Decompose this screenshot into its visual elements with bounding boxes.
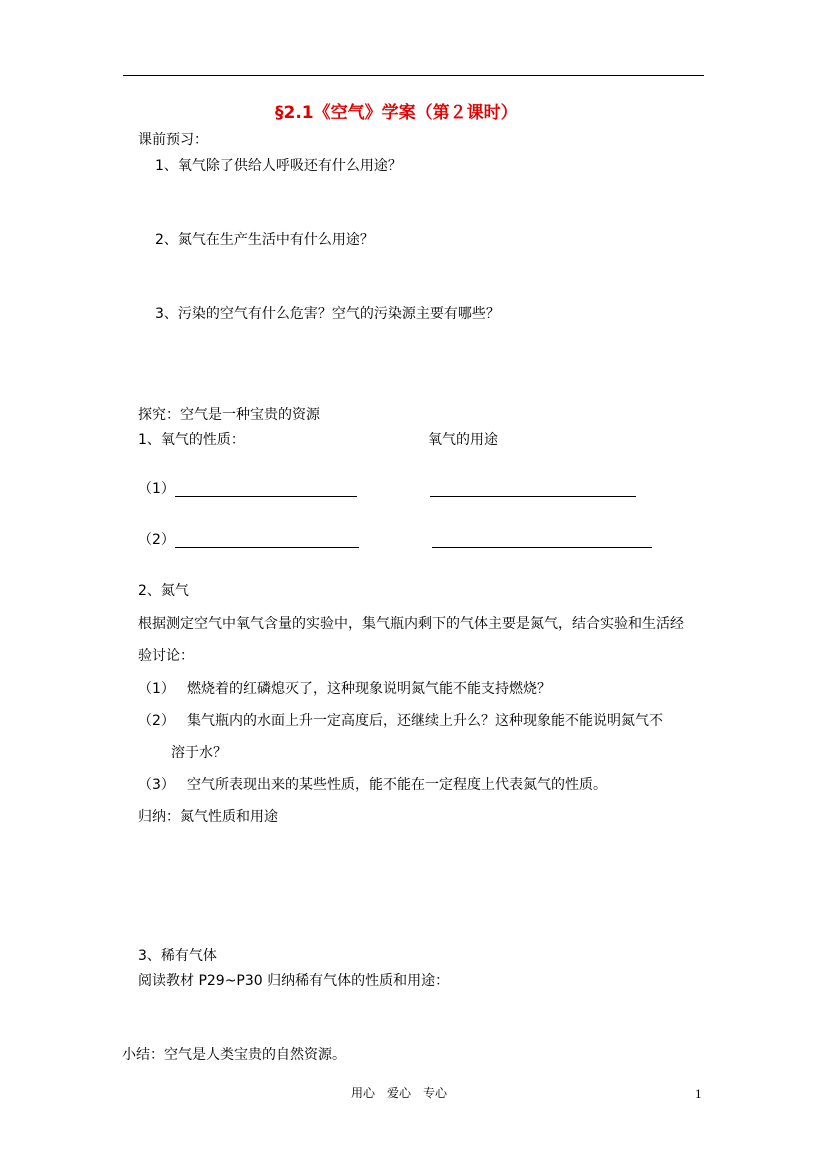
nitrogen-heading: 2、氮气	[138, 583, 189, 599]
nitrogen-summary: 归纳：氮气性质和用途	[138, 809, 278, 825]
header-rule	[123, 75, 704, 76]
discussion-item-1-text: 燃烧着的红磷熄灭了，这种现象说明氮气能不能支持燃烧？	[187, 681, 551, 697]
blank-label-2: （2）	[138, 532, 175, 548]
oxygen-uses-label: 氧气的用途	[428, 432, 498, 448]
rare-gas-heading: 3、稀有气体	[138, 948, 217, 964]
discussion-item-3-number: （3）	[138, 777, 175, 793]
footer-motto: 用心 爱心 专心	[351, 1086, 448, 1100]
oxygen-use-blank-2[interactable]	[432, 547, 652, 548]
blank-label-1: （1）	[138, 481, 175, 497]
preview-question-1: 1、氧气除了供给人呼吸还有什么用途？	[155, 158, 402, 174]
explore-heading: 探究：空气是一种宝贵的资源	[138, 407, 320, 423]
preview-question-3: 3、污染的空气有什么危害？空气的污染源主要有哪些？	[155, 306, 500, 322]
discussion-item-2-number: （2）	[138, 713, 175, 729]
preview-question-2: 2、氮气在生产生活中有什么用途？	[155, 232, 374, 248]
page-title: §2.1《空气》学案（第２课时）	[275, 103, 518, 123]
oxygen-property-blank-2[interactable]	[175, 547, 359, 548]
discussion-item-3-text: 空气所表现出来的某些性质，能不能在一定程度上代表氮气的性质。	[187, 777, 607, 793]
page-number: 1	[695, 1086, 702, 1101]
nitrogen-intro-line-1: 根据测定空气中氧气含量的实验中，集气瓶内剩下的气体主要是氮气，结合实验和生活经	[138, 616, 684, 632]
discussion-item-2-text: 集气瓶内的水面上升一定高度后，还继续上升么？这种现象能不能说明氮气不	[187, 713, 663, 729]
nitrogen-intro-line-2: 验讨论：	[138, 648, 194, 664]
discussion-item-1-number: （1）	[138, 681, 175, 697]
preview-heading: 课前预习：	[138, 132, 208, 148]
oxygen-use-blank-1[interactable]	[430, 496, 636, 497]
oxygen-properties-label: 1、氧气的性质：	[138, 432, 245, 448]
discussion-item-2-continuation: 溶于水？	[171, 745, 227, 761]
rare-gas-instruction: 阅读教材 P29~P30 归纳稀有气体的性质和用途：	[138, 973, 450, 989]
conclusion: 小结：空气是人类宝贵的自然资源。	[122, 1047, 346, 1063]
oxygen-property-blank-1[interactable]	[175, 496, 357, 497]
